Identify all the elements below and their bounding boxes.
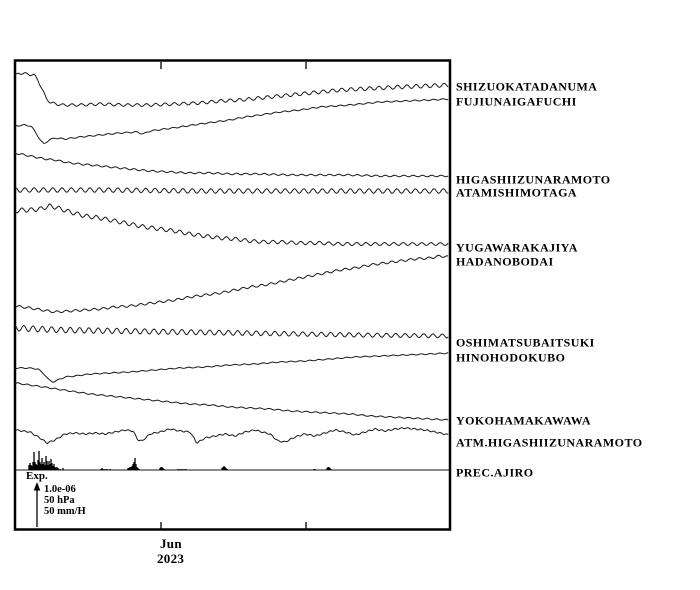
station-label-oshimatsubaitsuki: OSHIMATSUBAITSUKI: [456, 335, 595, 350]
precip-bar: [59, 469, 60, 470]
station-label-atamishimotaga: ATAMISHIMOTAGA: [456, 185, 577, 200]
legend-exp-label: Exp.: [26, 470, 48, 482]
trace-yokohamakawawa: [15, 383, 448, 420]
precip-bar: [163, 469, 164, 470]
trace-hinohodokubo: [15, 353, 448, 383]
trace-higashiizunaramoto: [15, 153, 448, 177]
precip-bar: [226, 469, 227, 470]
x-axis-month-label: Jun: [160, 536, 182, 551]
station-label-prec-ajiro: PREC.AJIRO: [456, 465, 534, 480]
precip-bar: [62, 468, 63, 470]
precip-bar: [183, 469, 184, 470]
legend-scale-pressure: 50 hPa: [44, 495, 75, 506]
trace-oshimatsubaitsuki: [15, 325, 448, 338]
trace-yugawarakajiya: [15, 204, 448, 246]
station-label-higashiizunaramoto: HIGASHIIZUNARAMOTO: [456, 172, 611, 187]
precip-bar: [179, 469, 180, 470]
scale-arrowhead-icon: [34, 482, 41, 491]
precip-bar: [185, 469, 186, 470]
station-label-atm-higashiizunaramoto: ATM.HIGASHIIZUNARAMOTO: [456, 435, 643, 450]
station-label-shizuokatadanuma: SHIZUOKATADANUMA: [456, 79, 598, 94]
station-label-yugawarakajiya: YUGAWARAKAJIYA: [456, 240, 578, 255]
trace-atamishimotaga: [15, 188, 448, 194]
precip-bar: [314, 469, 315, 470]
station-label-hadanobodai: HADANOBODAI: [456, 254, 554, 269]
precip-bar: [330, 469, 331, 470]
precip-bar: [109, 469, 110, 470]
precip-bar: [177, 469, 178, 470]
precip-bar: [57, 468, 58, 470]
trace-fujiunaigafuchi: [15, 99, 448, 144]
trace-atm-higashiizunaramoto: [15, 428, 448, 444]
legend-scale-rain: 50 mm/H: [44, 506, 86, 517]
x-axis-year-label: 2023: [157, 551, 185, 566]
plot-frame: [15, 61, 450, 530]
legend-scale-strain: 1.0e-06: [44, 484, 76, 495]
trace-hadanobodai: [15, 255, 448, 312]
station-label-fujiunaigafuchi: FUJIUNAIGAFUCHI: [456, 94, 577, 109]
precip-bar: [106, 469, 107, 470]
precip-bar: [104, 469, 105, 470]
station-label-yokohamakawawa: YOKOHAMAKAWAWA: [456, 413, 591, 428]
station-label-hinohodokubo: HINOHODOKUBO: [456, 350, 566, 365]
precip-bar: [181, 469, 182, 470]
precip-bar: [138, 469, 139, 470]
precip-bar: [102, 469, 103, 470]
trace-shizuokatadanuma: [15, 73, 448, 107]
